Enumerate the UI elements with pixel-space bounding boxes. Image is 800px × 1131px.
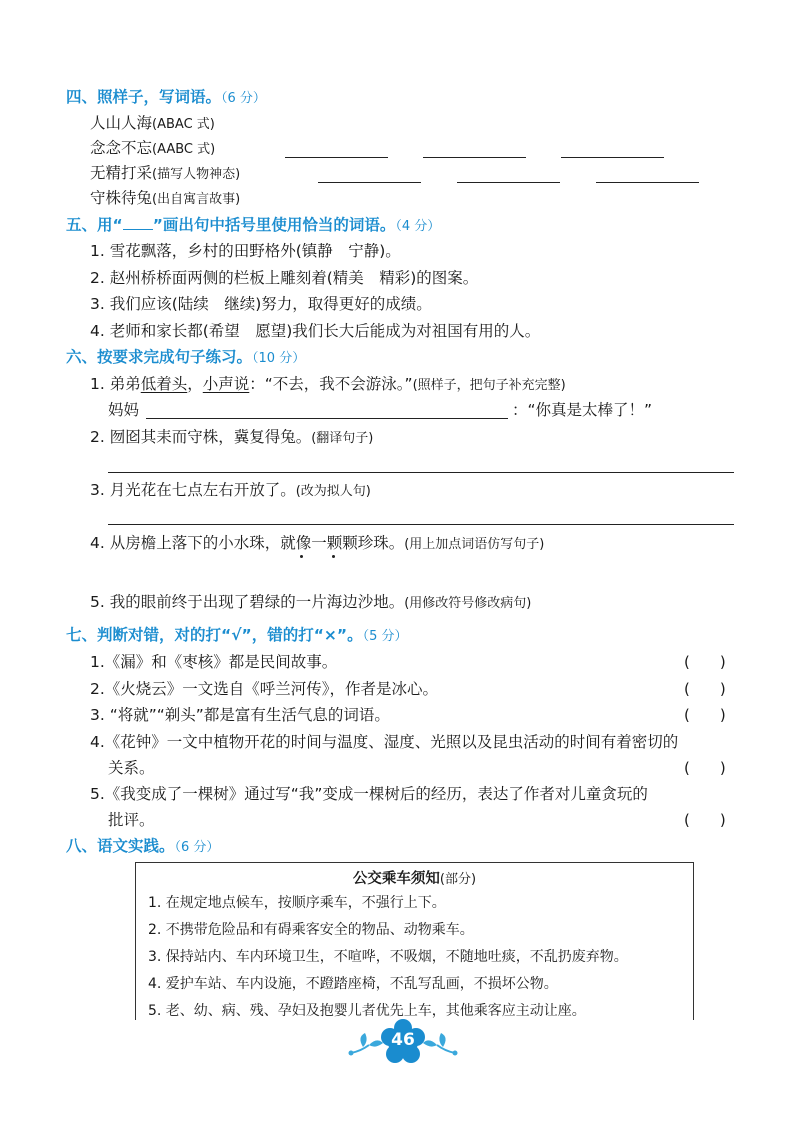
s5-item[interactable]: 4. 老师和家长都(希望 愿望)我们长大后能成为对祖国有用的人。 bbox=[90, 322, 541, 340]
s4-item-2-label: 念念不忘 bbox=[90, 139, 153, 157]
s6-q5-text: 5. 我的眼前终于出现了碧绿的一片海边沙地。 bbox=[90, 593, 405, 611]
section-5-points: （4 分） bbox=[395, 219, 441, 234]
s6-q3-text: 3. 月光花在七点左右开放了。 bbox=[90, 481, 296, 499]
notice-item: 1. 在规定地点候车，按顺序乘车，不强行上下。 bbox=[148, 895, 446, 911]
s6-q2-text: 2. 囫囵其耒而守株，冀复得兔。 bbox=[90, 428, 312, 446]
s4-answer-blank[interactable] bbox=[457, 182, 560, 183]
s7-item: 2.《火烧云》一文选自《呼兰河传》，作者是冰心。 bbox=[90, 680, 439, 698]
s7-answer-paren[interactable]: ( ) bbox=[684, 680, 726, 698]
section-6-points: （10 分） bbox=[252, 351, 306, 366]
s7-item-continued: 关系。 bbox=[108, 759, 155, 777]
s4-item-4-note: (出自寓言故事) bbox=[152, 192, 241, 207]
s4-example bbox=[90, 113, 215, 135]
s6-q2-answer-line[interactable] bbox=[108, 472, 734, 473]
s4-item-4 bbox=[90, 188, 240, 210]
s6-q1-note: (照样子，把句子补充完整) bbox=[412, 378, 566, 393]
bus-notice-box bbox=[135, 862, 694, 1020]
section-8-heading bbox=[66, 836, 219, 858]
notice-item: 4. 爱护车站、车内设施，不蹬踏座椅，不乱写乱画，不损坏公物。 bbox=[148, 976, 558, 992]
s6-q1-answer-blank[interactable] bbox=[146, 418, 508, 419]
notice-title-sub: (部分) bbox=[439, 872, 477, 887]
s7-answer-paren[interactable]: ( ) bbox=[684, 759, 726, 777]
emphasis-dot bbox=[300, 555, 303, 558]
section-4-points: （6 分） bbox=[221, 91, 266, 106]
s7-item: 3. “将就”“剃头”都是富有生活气息的词语。 bbox=[90, 706, 390, 724]
s4-example-label: 人山人海 bbox=[90, 114, 153, 132]
s4-item-2-note: (AABC 式) bbox=[152, 142, 216, 157]
section-6-title: 六、按要求完成句子练习。 bbox=[66, 348, 253, 366]
section-8-title: 八、语文实践。 bbox=[66, 837, 175, 855]
s6-q1-underlined: 低着头 bbox=[140, 375, 188, 393]
s6-q5 bbox=[90, 592, 531, 614]
s4-answer-blank[interactable] bbox=[561, 157, 664, 158]
underline-sample bbox=[123, 215, 153, 230]
s7-item: 4.《花钟》一文中植物开花的时间与温度、湿度、光照以及昆虫活动的时间有着密切的 bbox=[90, 733, 679, 751]
s6-q2 bbox=[90, 427, 373, 449]
section-4-heading bbox=[66, 87, 266, 109]
s6-q1 bbox=[90, 374, 566, 396]
notice-item: 5. 老、幼、病、残、孕妇及抱婴儿者优先上车，其他乘客应主动让座。 bbox=[148, 1003, 586, 1019]
s4-item-4-label: 守株待兔 bbox=[90, 189, 153, 207]
s6-q1-underlined: 小声说 bbox=[202, 375, 250, 393]
page-number: 46 bbox=[391, 1030, 415, 1050]
page-number-badge bbox=[343, 1017, 463, 1067]
notice-title bbox=[136, 867, 693, 888]
s6-q2-note: (翻译句子) bbox=[311, 431, 374, 446]
s7-item: 1.《漏》和《枣核》都是民间故事。 bbox=[90, 653, 338, 671]
s7-answer-paren[interactable]: ( ) bbox=[684, 811, 726, 829]
s4-answer-blank[interactable] bbox=[423, 157, 526, 158]
s6-q1-text: ：“不去，我不会游泳。” bbox=[249, 375, 413, 393]
notice-item: 2. 不携带危险品和有碍乘客安全的物品、动物乘车。 bbox=[148, 922, 474, 938]
section-7-title: 七、判断对错，对的打“√”，错的打“×”。 bbox=[66, 626, 363, 644]
s7-answer-paren[interactable]: ( ) bbox=[684, 706, 726, 724]
s6-q3-note: (改为拟人句) bbox=[295, 484, 371, 499]
s6-q1-num: 1. bbox=[90, 375, 110, 393]
s4-item-2 bbox=[90, 138, 215, 160]
s7-answer-paren[interactable]: ( ) bbox=[684, 653, 726, 671]
s5-item[interactable]: 1. 雪花飘落，乡村的田野格外(镇静 宁静)。 bbox=[90, 242, 401, 260]
s4-answer-blank[interactable] bbox=[596, 182, 699, 183]
section-5-title-end: ”画出句中括号里使用恰当的词语。 bbox=[152, 216, 396, 234]
s4-item-3-note: (描写人物神态) bbox=[152, 167, 241, 182]
s6-q1-line2-start: 妈妈 bbox=[108, 401, 140, 419]
notice-title-text: 公交乘车须知 bbox=[352, 871, 440, 887]
s6-q3-answer-line[interactable] bbox=[108, 524, 734, 525]
section-7-points: （5 分） bbox=[362, 629, 408, 644]
section-8-points: （6 分） bbox=[174, 840, 220, 855]
emphasis-dot bbox=[332, 555, 335, 558]
s6-q4-note: (用上加点词语仿写句子) bbox=[404, 537, 545, 552]
s6-q4-text: 4. 从房檐上落下的小水珠，就像一颗颗珍珠。 bbox=[90, 534, 405, 552]
section-6-heading bbox=[66, 347, 305, 369]
notice-item: 3. 保持站内、车内环境卫生，不喧哗，不吸烟，不随地吐痰，不乱扔废弃物。 bbox=[148, 949, 628, 965]
s4-example-note: (ABAC 式) bbox=[152, 117, 215, 132]
s4-answer-blank[interactable] bbox=[318, 182, 421, 183]
s7-item-continued: 批评。 bbox=[108, 811, 155, 829]
section-7-heading bbox=[66, 625, 407, 647]
s4-answer-blank[interactable] bbox=[285, 157, 388, 158]
s5-item[interactable]: 2. 赵州桥桥面两侧的栏板上雕刻着(精美 精彩)的图案。 bbox=[90, 269, 479, 287]
s4-item-3-label: 无精打采 bbox=[90, 164, 153, 182]
section-5-title-start: 五、用“ bbox=[66, 216, 123, 234]
s6-q3 bbox=[90, 480, 371, 502]
section-5-heading bbox=[66, 215, 440, 237]
s4-item-3 bbox=[90, 163, 240, 185]
s5-item[interactable]: 3. 我们应该(陆续 继续)努力，取得更好的成绩。 bbox=[90, 295, 432, 313]
s6-q5-note: (用修改符号修改病句) bbox=[404, 596, 532, 611]
s7-item: 5.《我变成了一棵树》通过写“我”变成一棵树后的经历，表达了作者对儿童贪玩的 bbox=[90, 785, 648, 803]
s6-q1-text: 弟弟 bbox=[109, 375, 141, 393]
section-4-title: 四、照样子，写词语。 bbox=[66, 88, 222, 106]
s6-q4 bbox=[90, 533, 544, 555]
s6-q1-text: ， bbox=[187, 375, 203, 393]
s6-q1-line2-end: ：“你真是太棒了！” bbox=[512, 401, 653, 419]
